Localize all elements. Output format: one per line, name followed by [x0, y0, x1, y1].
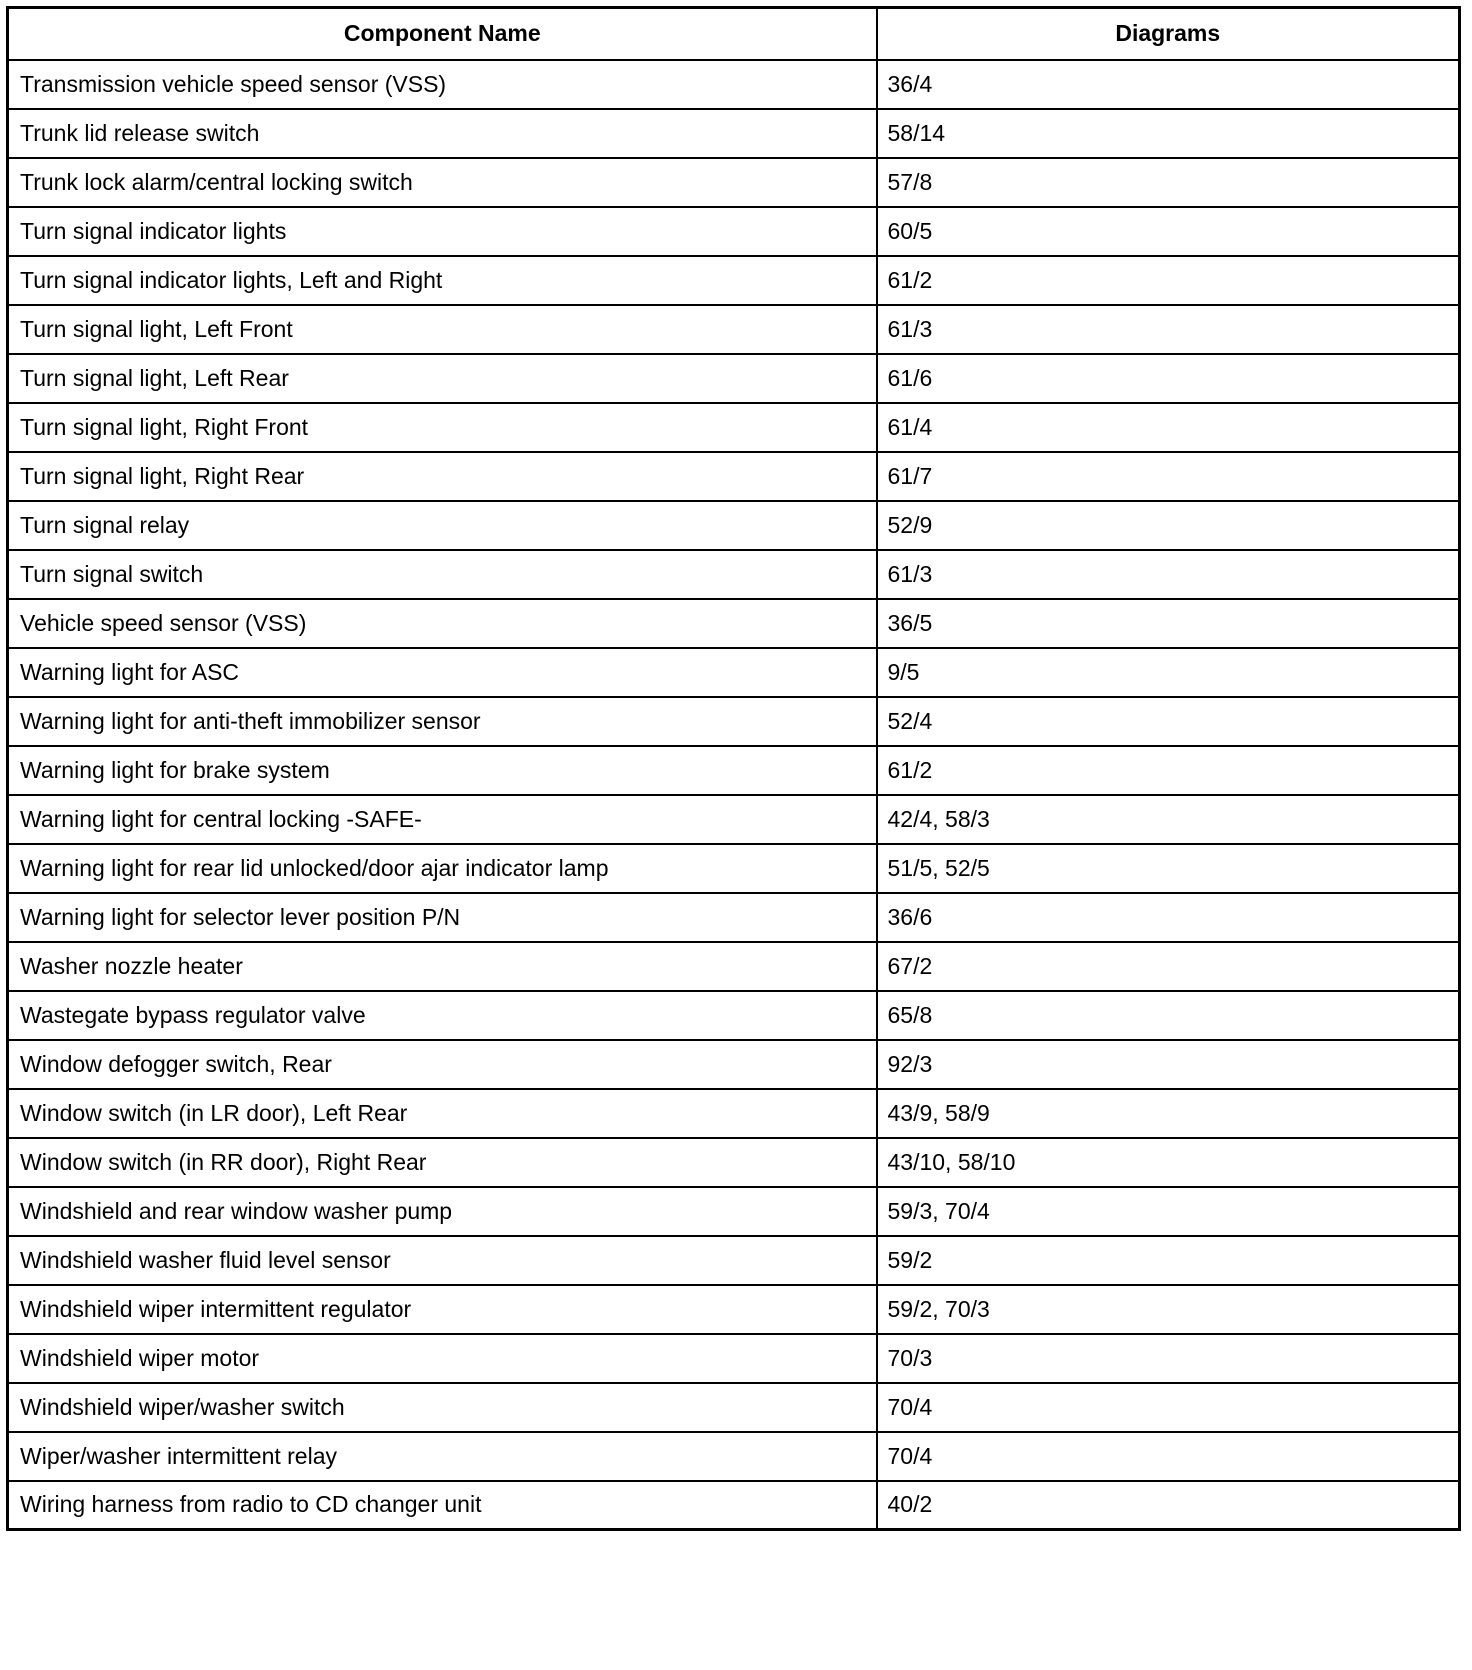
table-row — [8, 550, 1460, 599]
table-row — [8, 501, 1460, 550]
table-row — [8, 305, 1460, 354]
table-body — [8, 60, 1460, 1530]
diagrams-cell: 59/2, 70/3 — [877, 1285, 1460, 1334]
table-row — [8, 1236, 1460, 1285]
table-row — [8, 893, 1460, 942]
component-name-cell: Turn signal light, Left Front — [8, 305, 877, 354]
component-name-cell: Turn signal indicator lights, Left and Right — [8, 256, 877, 305]
diagrams-cell: 70/4 — [877, 1432, 1460, 1481]
component-name-cell: Turn signal indicator lights — [8, 207, 877, 256]
component-name-cell: Washer nozzle heater — [8, 942, 877, 991]
component-name-cell: Warning light for anti-theft immobilizer sensor — [8, 697, 877, 746]
table-row — [8, 354, 1460, 403]
component-name-cell: Window switch (in LR door), Left Rear — [8, 1089, 877, 1138]
table-header-row — [8, 8, 1460, 60]
column-header-diagrams: Diagrams — [877, 8, 1460, 60]
diagrams-cell: 61/7 — [877, 452, 1460, 501]
column-header-component-name: Component Name — [8, 8, 877, 60]
component-name-cell: Window switch (in RR door), Right Rear — [8, 1138, 877, 1187]
component-diagram-table — [6, 6, 1461, 1531]
diagrams-cell: 61/2 — [877, 746, 1460, 795]
diagrams-cell: 61/3 — [877, 305, 1460, 354]
table-row — [8, 158, 1460, 207]
component-name-cell: Window defogger switch, Rear — [8, 1040, 877, 1089]
table-row — [8, 1187, 1460, 1236]
table-row — [8, 1285, 1460, 1334]
component-name-cell: Warning light for selector lever position P/N — [8, 893, 877, 942]
diagrams-cell: 42/4, 58/3 — [877, 795, 1460, 844]
component-name-cell: Warning light for central locking -SAFE- — [8, 795, 877, 844]
table-row — [8, 844, 1460, 893]
table-row — [8, 599, 1460, 648]
diagrams-cell: 40/2 — [877, 1481, 1460, 1530]
table-row — [8, 256, 1460, 305]
table-row — [8, 991, 1460, 1040]
table-row — [8, 1481, 1460, 1530]
diagrams-cell: 9/5 — [877, 648, 1460, 697]
component-name-cell: Trunk lid release switch — [8, 109, 877, 158]
component-name-cell: Turn signal switch — [8, 550, 877, 599]
table-row — [8, 1432, 1460, 1481]
component-name-cell: Turn signal light, Right Rear — [8, 452, 877, 501]
table-row — [8, 1334, 1460, 1383]
diagrams-cell: 61/6 — [877, 354, 1460, 403]
diagrams-cell: 36/4 — [877, 60, 1460, 109]
diagrams-cell: 65/8 — [877, 991, 1460, 1040]
diagrams-cell: 57/8 — [877, 158, 1460, 207]
diagrams-cell: 70/3 — [877, 1334, 1460, 1383]
component-name-cell: Turn signal light, Right Front — [8, 403, 877, 452]
table-row — [8, 1138, 1460, 1187]
component-name-cell: Windshield wiper intermittent regulator — [8, 1285, 877, 1334]
component-name-cell: Wiring harness from radio to CD changer unit — [8, 1481, 877, 1530]
diagrams-cell: 52/9 — [877, 501, 1460, 550]
table-row — [8, 109, 1460, 158]
table-row — [8, 207, 1460, 256]
diagrams-cell: 36/5 — [877, 599, 1460, 648]
diagrams-cell: 60/5 — [877, 207, 1460, 256]
diagrams-cell: 67/2 — [877, 942, 1460, 991]
diagrams-cell: 52/4 — [877, 697, 1460, 746]
component-name-cell: Vehicle speed sensor (VSS) — [8, 599, 877, 648]
diagrams-cell: 61/4 — [877, 403, 1460, 452]
diagrams-cell: 61/2 — [877, 256, 1460, 305]
diagrams-cell: 43/9, 58/9 — [877, 1089, 1460, 1138]
diagrams-cell: 51/5, 52/5 — [877, 844, 1460, 893]
component-name-cell: Turn signal relay — [8, 501, 877, 550]
component-name-cell: Windshield and rear window washer pump — [8, 1187, 877, 1236]
component-name-cell: Windshield washer fluid level sensor — [8, 1236, 877, 1285]
diagrams-cell: 61/3 — [877, 550, 1460, 599]
diagrams-cell: 92/3 — [877, 1040, 1460, 1089]
table-row — [8, 1040, 1460, 1089]
diagrams-cell: 36/6 — [877, 893, 1460, 942]
diagrams-cell: 70/4 — [877, 1383, 1460, 1432]
component-name-cell: Turn signal light, Left Rear — [8, 354, 877, 403]
diagrams-cell: 43/10, 58/10 — [877, 1138, 1460, 1187]
table-row — [8, 942, 1460, 991]
table-row — [8, 403, 1460, 452]
component-name-cell: Warning light for rear lid unlocked/door ajar indicator lamp — [8, 844, 877, 893]
table-row — [8, 795, 1460, 844]
component-name-cell: Wiper/washer intermittent relay — [8, 1432, 877, 1481]
table-row — [8, 746, 1460, 795]
table-row — [8, 1383, 1460, 1432]
table-row — [8, 60, 1460, 109]
table-row — [8, 1089, 1460, 1138]
diagrams-cell: 58/14 — [877, 109, 1460, 158]
component-name-cell: Warning light for brake system — [8, 746, 877, 795]
component-name-cell: Windshield wiper motor — [8, 1334, 877, 1383]
component-name-cell: Warning light for ASC — [8, 648, 877, 697]
table-row — [8, 697, 1460, 746]
component-name-cell: Wastegate bypass regulator valve — [8, 991, 877, 1040]
diagrams-cell: 59/3, 70/4 — [877, 1187, 1460, 1236]
diagrams-cell: 59/2 — [877, 1236, 1460, 1285]
component-name-cell: Trunk lock alarm/central locking switch — [8, 158, 877, 207]
table-row — [8, 648, 1460, 697]
table-row — [8, 452, 1460, 501]
component-name-cell: Transmission vehicle speed sensor (VSS) — [8, 60, 877, 109]
component-name-cell: Windshield wiper/washer switch — [8, 1383, 877, 1432]
